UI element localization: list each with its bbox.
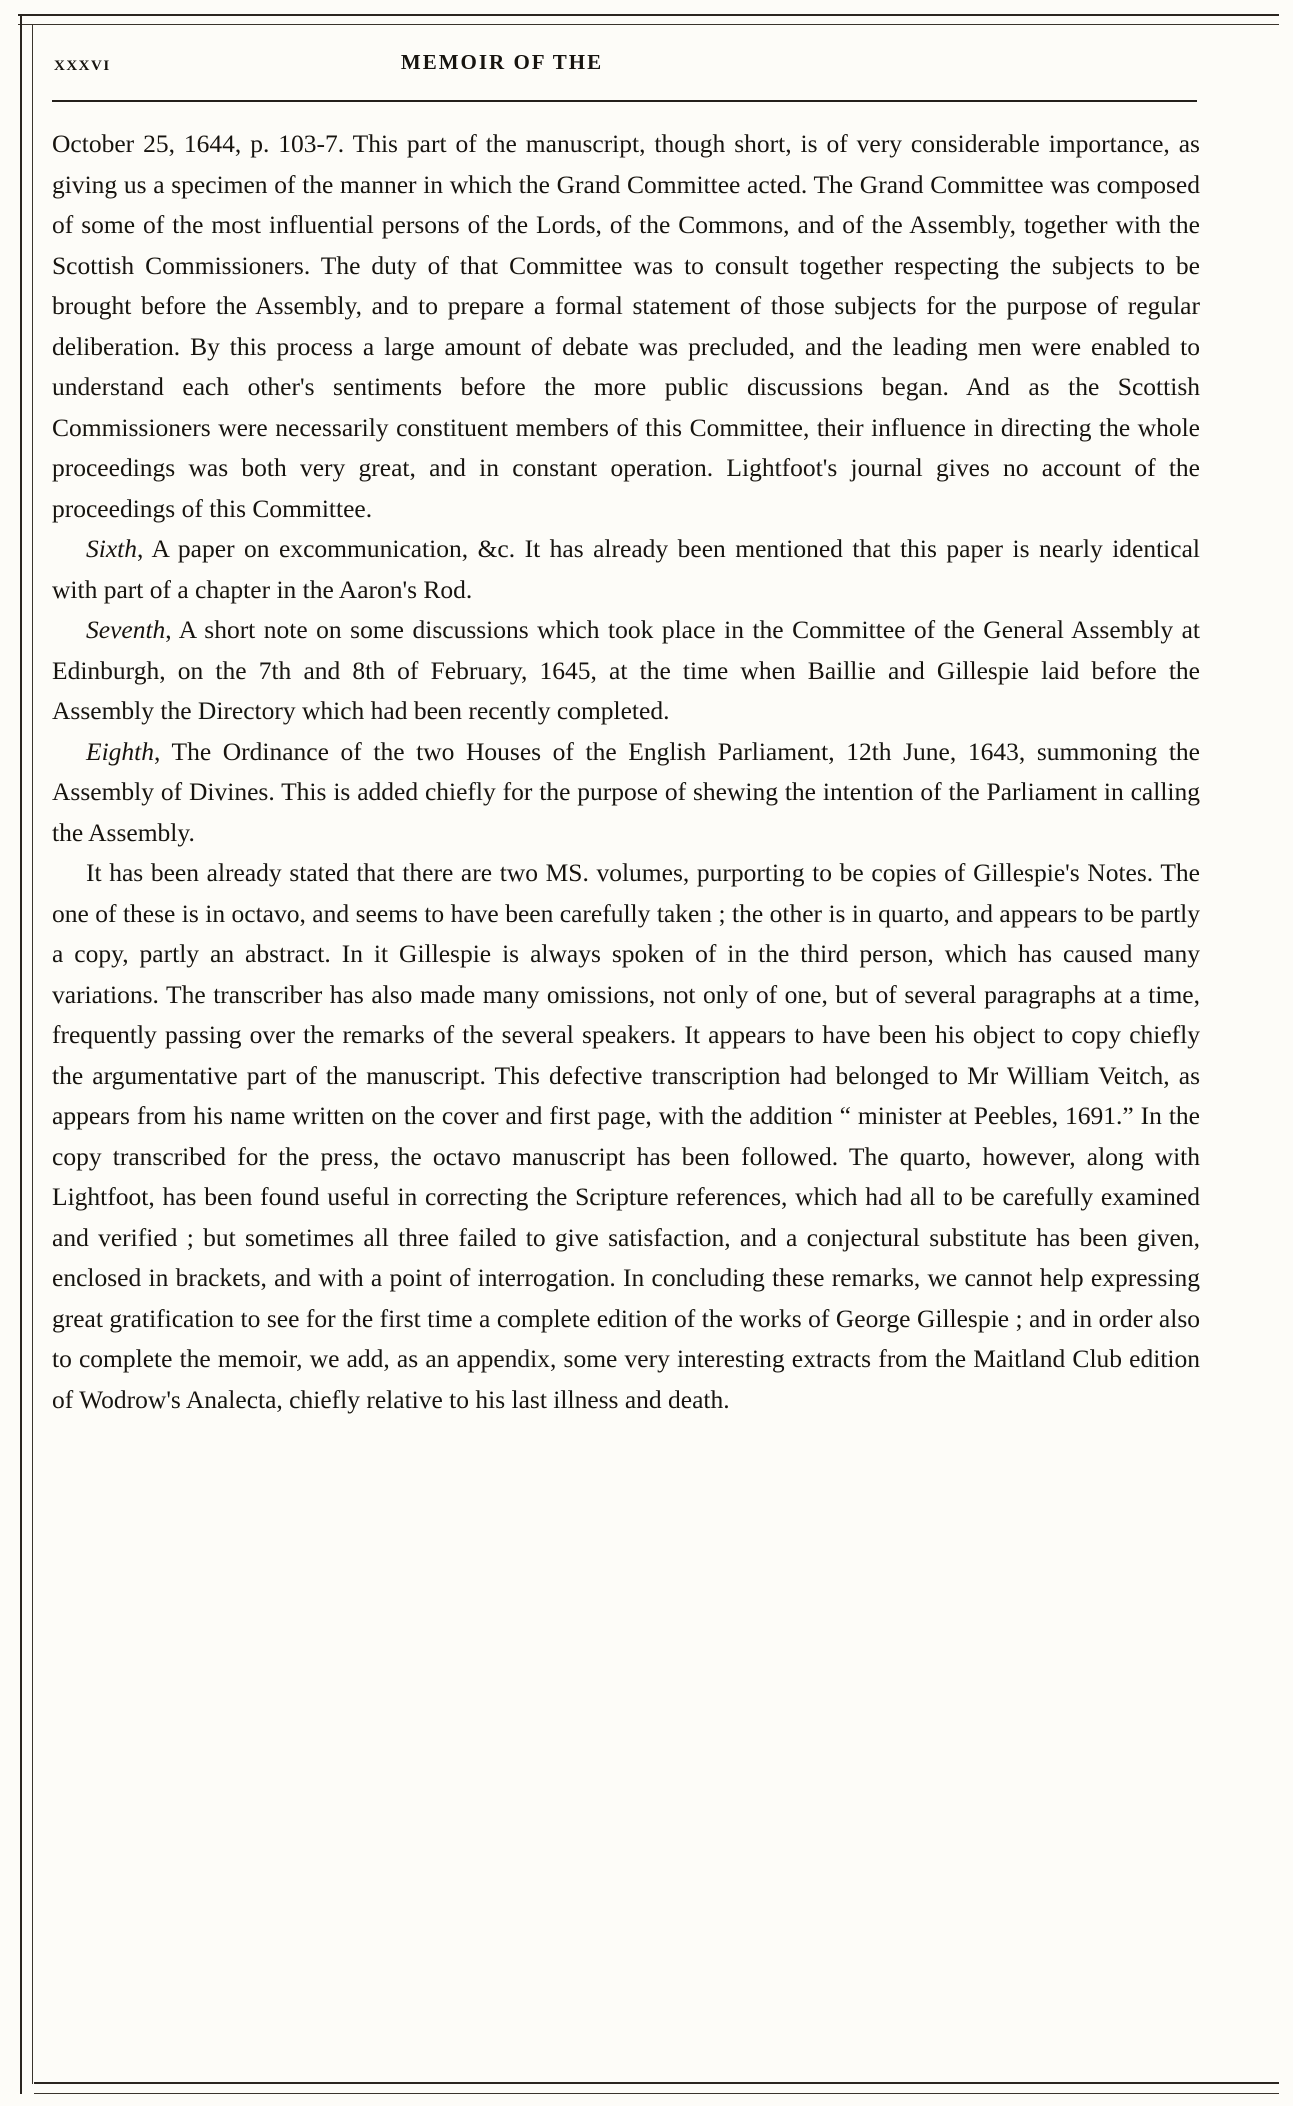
paragraph-5 — [52, 853, 1200, 1420]
running-head-title: MEMOIR OF THE — [400, 50, 604, 74]
paragraph-2-text: , A paper on excommunication, &c. It has already been mentioned that this paper is nearly identical with part of a chapter in the Aaron's Rod. — [52, 534, 1200, 604]
paragraph-1-text: October 25, 1644, p. 103-7. This part of the manuscript, though short, is of very considerable importance, as giving us a specimen of the manner in which the Grand Committee acted. The Grand Committee was composed of some of the most influential persons of the Lords, of the Commons, and of the Assembly, together with the Scottish Commissioners. The duty of that Committee was to consult together respecting the subjects to be brought before the Assembly, and to prepare a formal statement of those subjects for the purpose of regular deliberation. By this process a large amount of debate was precluded, and the leading men were enabled to understand each other's sentiments before the more public discussions began. And as the Scottish Commissioners were necessarily constituent members of this Committee, their influence in directing the whole proceedings was both very great, and in constant operation. Lightfoot's journal gives no account of the proceedings of this Committee. — [52, 129, 1200, 523]
paragraph-3-lead: Seventh — [86, 615, 166, 644]
paragraph-2 — [52, 529, 1200, 610]
paragraph-4-text: , The Ordinance of the two Houses of the English Parliament, 12th June, 1643, summoning the Assembly of Divines. This is added chiefly for the purpose of shewing the intention of the Parliament in calling the Assembly. — [52, 736, 1200, 847]
body-text — [52, 124, 1200, 1420]
header-divider — [52, 100, 1197, 102]
page-content — [52, 40, 1242, 1420]
paragraph-4 — [52, 732, 1200, 854]
paragraph-4-lead: Eighth — [86, 736, 154, 766]
page-border-left-outer — [20, 14, 22, 2094]
paragraph-5-text: It has been already stated that there are two MS. volumes, purporting to be copies of Gillespie's Notes. The one of these is in octavo, and seems to have been carefully taken ; the other is in quarto, and appears to be partly a copy, partly an abstract. In it Gillespie is always spoken of in the third person, which has caused many variations. The transcriber has also made many omissions, not only of one, but of several paragraphs at a time, frequently passing over the remarks of the several speakers. It appears to have been his object to copy chiefly the argumentative part of the manuscript. This defective transcription had belonged to Mr William Veitch, as appears from his name written on the cover and first page, with the addition “ minister at Peebles, 1691.” In the copy transcribed for the press, the octavo manuscript has been followed. The quarto, however, along with Lightfoot, has been found useful in correcting the Scripture references, which had all to be carefully examined and verified ; but sometimes all three failed to give satisfaction, and a conjectural substitute has been given, enclosed in brackets, and with a point of interrogation. In concluding these remarks, we cannot help expressing great gratification to see for the first time a complete edition of the works of George Gillespie ; and in order also to complete the memoir, we add, as an appendix, some very interesting extracts from the Maitland Club edition of Wodrow's Analecta, chiefly relative to his last illness and death. — [52, 858, 1200, 1414]
page-border-left-inner — [32, 24, 33, 2084]
page-border-top-inner — [18, 24, 1279, 25]
running-head — [52, 40, 1242, 94]
page-border-bottom-inner — [34, 2093, 1279, 2094]
paragraph-1 — [52, 124, 1200, 529]
paragraph-3-text: , A short note on some discussions which took place in the Committee of the General Assembly at Edinburgh, on the 7th and 8th of February, 1645, at the time when Baillie and Gillespie laid before the Assembly the Directory which had been recently completed. — [52, 615, 1200, 725]
page-number: xxxvi — [54, 50, 111, 75]
page-border-top-outer — [18, 14, 1279, 16]
page-border-bottom-outer — [34, 2082, 1279, 2084]
paragraph-3 — [52, 610, 1200, 732]
paragraph-2-lead: Sixth — [86, 534, 137, 563]
